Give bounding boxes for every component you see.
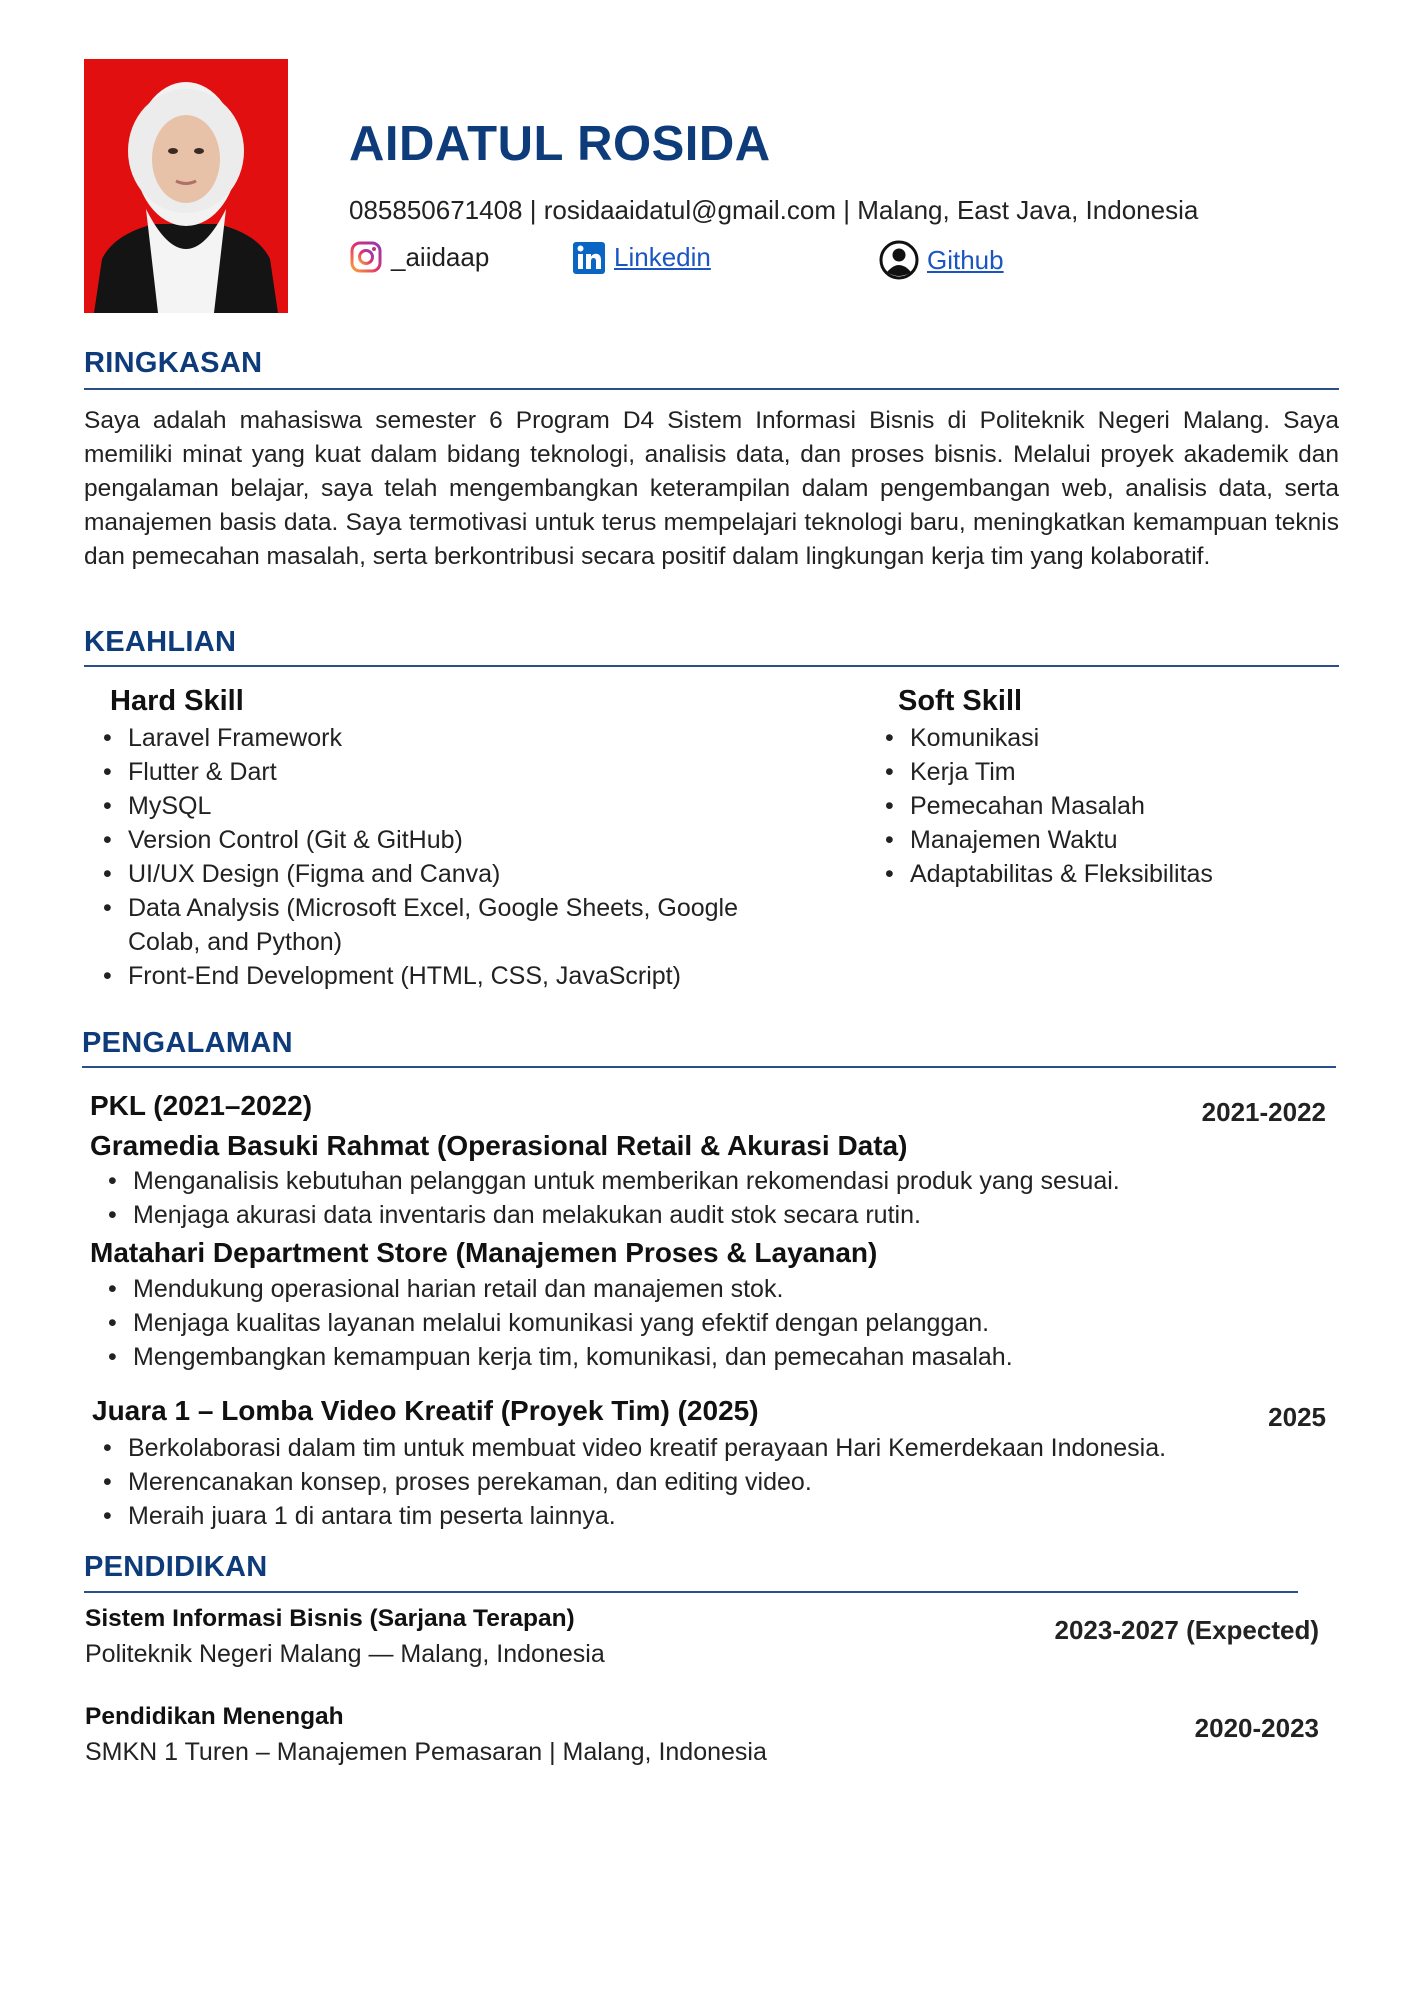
list-item: • Menganalisis kebutuhan pelanggan untuk memberikan rekomendasi produk yang sesuai. bbox=[103, 1164, 1323, 1198]
matahari-list bbox=[103, 1272, 1323, 1374]
matahari-title: Matahari Department Store (Manajemen Proses & Layanan) bbox=[90, 1237, 878, 1268]
skills-title: KEAHLIAN bbox=[84, 626, 237, 658]
education-title: PENDIDIKAN bbox=[84, 1551, 268, 1583]
list-item: • Komunikasi bbox=[880, 721, 1340, 755]
list-item: • Menjaga akurasi data inventaris dan melakukan audit stok secara rutin. bbox=[103, 1198, 1323, 1232]
summary-divider bbox=[84, 388, 1339, 390]
instagram-link[interactable] bbox=[349, 240, 489, 274]
award-list bbox=[98, 1431, 1328, 1533]
edu-school-2: SMKN 1 Turen – Manajemen Pemasaran | Malang, Indonesia bbox=[85, 1738, 767, 1766]
edu-school-1: Politeknik Negeri Malang — Malang, Indonesia bbox=[85, 1640, 605, 1668]
skills-divider bbox=[84, 665, 1339, 667]
education-divider bbox=[84, 1591, 1298, 1593]
full-name: AIDATUL ROSIDA bbox=[349, 117, 771, 171]
experience-divider bbox=[82, 1066, 1336, 1068]
edu-date-1: 2023-2027 (Expected) bbox=[1054, 1615, 1319, 1645]
award-title: Juara 1 – Lomba Video Kreatif (Proyek Tim) (2025) bbox=[92, 1395, 759, 1426]
list-item: • Kerja Tim bbox=[880, 755, 1340, 789]
hard-skill-list bbox=[98, 721, 798, 993]
instagram-handle: _aiidaap bbox=[391, 241, 490, 272]
instagram-icon bbox=[349, 240, 383, 274]
linkedin-label[interactable]: Linkedin bbox=[614, 241, 711, 272]
pkl-title: PKL (2021–2022) bbox=[90, 1090, 313, 1121]
list-item: • Front-End Development (HTML, CSS, JavaScript) bbox=[98, 959, 798, 993]
list-item: • Flutter & Dart bbox=[98, 755, 798, 789]
edu-degree-2: Pendidikan Menengah bbox=[85, 1703, 344, 1730]
list-item: • Berkolaborasi dalam tim untuk membuat video kreatif perayaan Hari Kemerdekaan Indonesia. bbox=[98, 1431, 1328, 1465]
list-item: • Version Control (Git & GitHub) bbox=[98, 823, 798, 857]
soft-skill-title: Soft Skill bbox=[898, 685, 1023, 717]
experience-title: PENGALAMAN bbox=[82, 1027, 293, 1059]
github-link[interactable] bbox=[879, 240, 1004, 280]
list-item: • Menjaga kualitas layanan melalui komunikasi yang efektif dengan pelanggan. bbox=[103, 1306, 1323, 1340]
list-item: • Mengembangkan kemampuan kerja tim, komunikasi, dan pemecahan masalah. bbox=[103, 1340, 1323, 1374]
gramedia-list bbox=[103, 1164, 1323, 1232]
list-item: • Pemecahan Masalah bbox=[880, 789, 1340, 823]
profile-photo bbox=[84, 59, 288, 313]
list-item: • Mendukung operasional harian retail dan manajemen stok. bbox=[103, 1272, 1323, 1306]
linkedin-icon bbox=[572, 240, 606, 274]
list-item: • UI/UX Design (Figma and Canva) bbox=[98, 857, 798, 891]
summary-text: Saya adalah mahasiswa semester 6 Program D4 Sistem Informasi Bisnis di Politeknik Negeri Malang. Saya memiliki minat yang kuat dalam bidang teknologi, analisis data, dan proses bisnis. Melalui proyek akademik dan pengalaman belajar, saya telah mengembangkan keterampilan dalam pengembangan web, analisis data, serta manajemen basis data. Saya termotivasi untuk terus mempelajari teknologi baru, meningkatkan kemampuan teknis dan pemecahan masalah, serta berkontribusi secara positif dalam lingkungan kerja tim yang kolaboratif. bbox=[84, 407, 1339, 570]
pkl-date: 2021-2022 bbox=[1201, 1097, 1326, 1127]
edu-date-2: 2020-2023 bbox=[1194, 1713, 1319, 1743]
person-portrait bbox=[84, 59, 288, 313]
user-circle-icon bbox=[879, 240, 919, 280]
summary-title: RINGKASAN bbox=[84, 347, 263, 379]
list-item: • Data Analysis (Microsoft Excel, Google Sheets, Google Colab, and Python) bbox=[98, 891, 798, 959]
list-item: • MySQL bbox=[98, 789, 798, 823]
list-item: • Merencanakan konsep, proses perekaman, dan editing video. bbox=[98, 1465, 1328, 1499]
linkedin-link[interactable] bbox=[572, 240, 711, 274]
github-label[interactable]: Github bbox=[927, 244, 1004, 275]
award-date: 2025 bbox=[1268, 1402, 1326, 1432]
gramedia-title: Gramedia Basuki Rahmat (Operasional Retail & Akurasi Data) bbox=[90, 1130, 908, 1161]
list-item: • Meraih juara 1 di antara tim peserta lainnya. bbox=[98, 1499, 1328, 1533]
soft-skill-list bbox=[880, 721, 1340, 891]
contact-line: 085850671408 | rosidaaidatul@gmail.com | Malang, East Java, Indonesia bbox=[349, 195, 1199, 225]
list-item: • Laravel Framework bbox=[98, 721, 798, 755]
list-item: • Manajemen Waktu bbox=[880, 823, 1340, 857]
hard-skill-title: Hard Skill bbox=[110, 685, 244, 717]
edu-degree-1: Sistem Informasi Bisnis (Sarjana Terapan) bbox=[85, 1605, 575, 1632]
list-item: • Adaptabilitas & Fleksibilitas bbox=[880, 857, 1340, 891]
